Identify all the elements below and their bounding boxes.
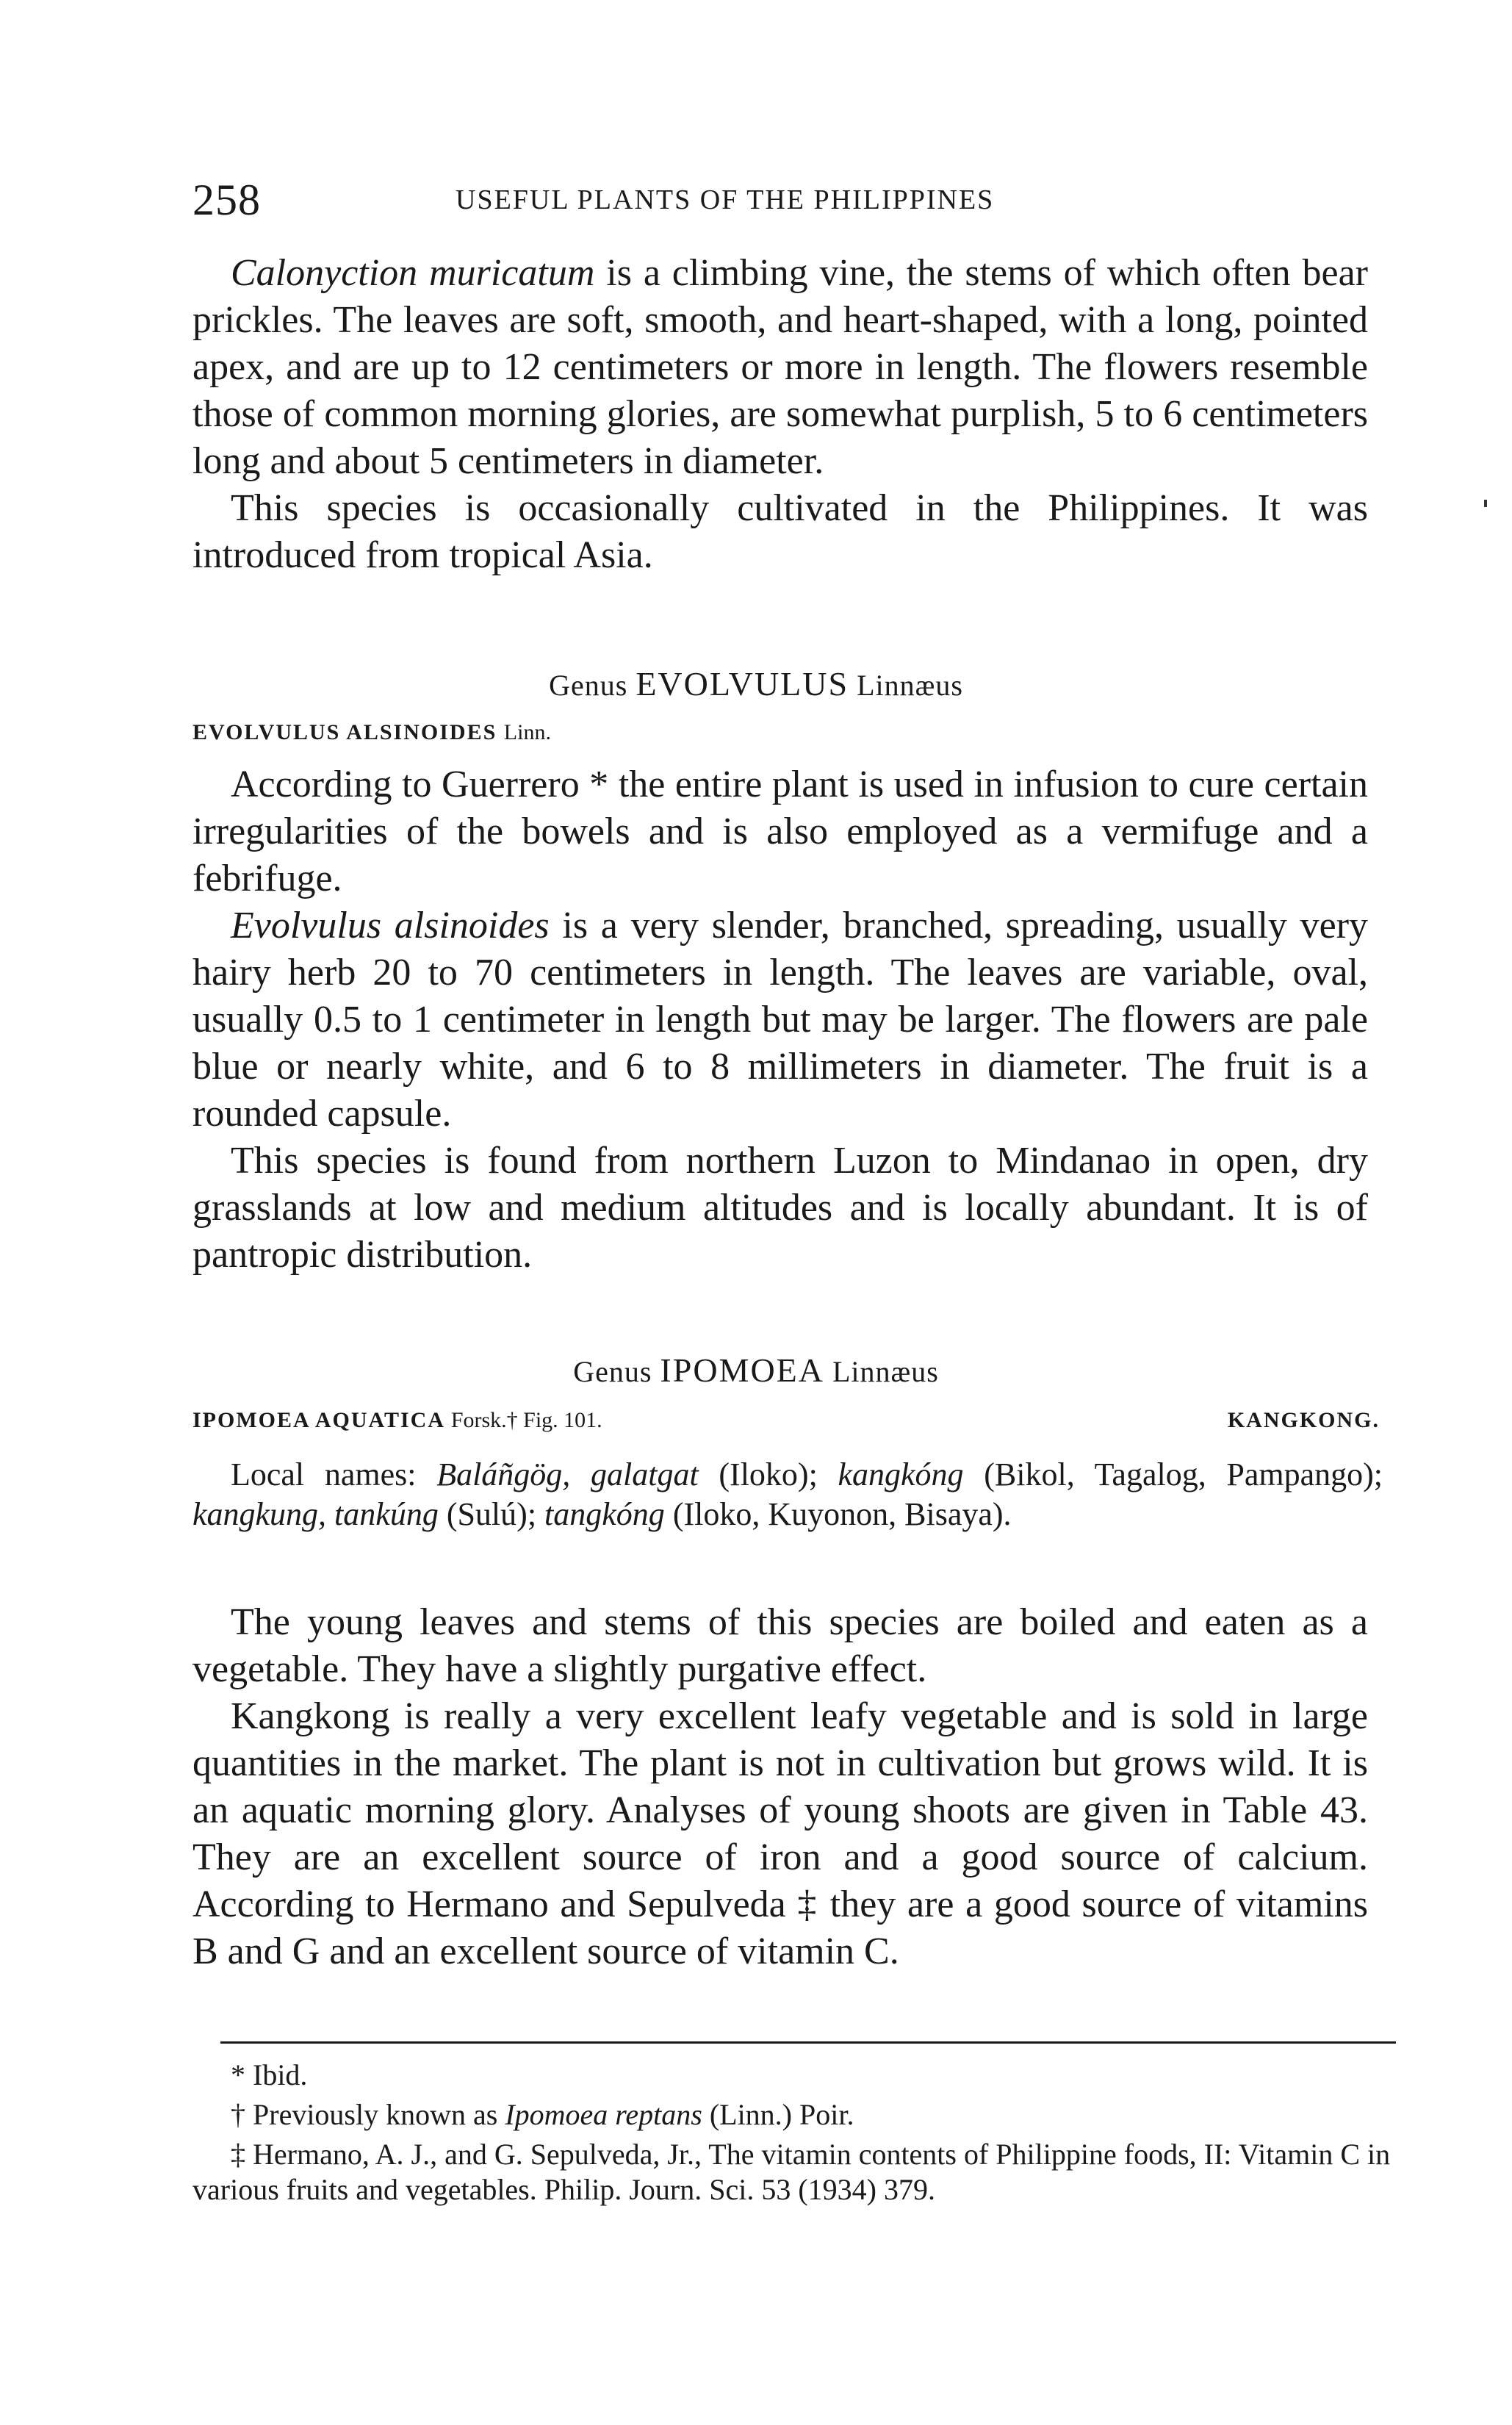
paragraph: This species is found from northern Luzon to Mindanao in open, dry grasslands at low and medium altitudes and is locally abundant. It is of pantropic distribution.	[192, 1140, 1368, 1276]
footnote: ‡ Hermano, A. J., and G. Sepulveda, Jr., The vitamin contents of Philippine foods, II: Vitamin C in various fruits and vegetables. Philip. Journ. Sci. 53 (1934) 379.	[192, 2138, 1391, 2206]
scan-mark	[1484, 500, 1487, 507]
species-name: EVOLVULUS ALSINOIDES	[192, 720, 497, 744]
page-number: 258	[192, 176, 261, 224]
paragraph	[192, 902, 1368, 1138]
section-evolvulus	[192, 761, 1368, 1279]
genus-prefix: Genus	[549, 669, 628, 702]
region: (Iloko);	[719, 1456, 818, 1492]
species-name: IPOMOEA AQUATICA	[192, 1408, 444, 1432]
species-name: Evolvulus alsinoides	[231, 905, 550, 946]
paragraph: The young leaves and stems of this species are boiled and eaten as a vegetable. They have a slightly purgative effect.	[192, 1601, 1368, 1690]
footnote: * Ibid.	[231, 2058, 308, 2091]
species-name: Calonyction muricatum	[231, 252, 595, 294]
section-ipomoea	[192, 1599, 1368, 1975]
genus-name: EVOLVULUS	[636, 665, 849, 703]
local-name: Baláñgög, galatgat	[436, 1456, 699, 1492]
local-name: kangkóng	[838, 1456, 964, 1492]
local-names	[192, 1455, 1383, 1534]
region: (Sulú);	[446, 1496, 537, 1532]
local-name: tangkóng	[544, 1496, 665, 1532]
genus-heading-ipomoea	[0, 1351, 1512, 1390]
footnote-text: (Linn.) Poir.	[709, 2098, 854, 2131]
species-author: Linn.	[503, 720, 551, 744]
footnote	[192, 2097, 1397, 2133]
local-names-label: Local names:	[231, 1456, 417, 1492]
common-name-label: KANGKONG.	[1227, 1408, 1380, 1432]
genus-prefix: Genus	[573, 1355, 652, 1388]
region: (Bikol, Tagalog, Pampango);	[984, 1456, 1383, 1492]
paragraph: Kangkong is really a very excellent leafy vegetable and is sold in large quantities in the market. The plant is not in cultivation but grows wild. It is an aquatic morning glory. Analyses of young shoots are given in Table 43. They are an excellent source of iron and a good source of calcium. According to Hermano and Sepulveda ‡ they are a good source of vitamins B and G and an excellent source of vitamin C.	[192, 1695, 1368, 1972]
genus-author: Linnæus	[857, 669, 963, 702]
species-heading-evolvulus	[192, 720, 551, 745]
footnotes	[192, 2058, 1397, 2212]
genus-author: Linnæus	[832, 1355, 939, 1388]
species-heading-ipomoea	[192, 1408, 602, 1433]
paragraph: According to Guerrero * the entire plant is used in infusion to cure certain irregularities of the bowels and is also employed as a vermifuge and a febrifuge.	[192, 764, 1368, 899]
local-name: kangkung, tankúng	[192, 1496, 439, 1532]
genus-heading-evolvulus	[0, 664, 1512, 703]
paragraph-text: is a very slender, branched, spreading, usually very hairy herb 20 to 70 centimeters in length. The leaves are variable, oval, usually 0.5 to 1 centimeter in length but may be larger. The flowers are pale blue or nearly white, and 6 to 8 millimeters in diameter. The fruit is a rounded capsule.	[192, 905, 1369, 1135]
paragraph	[192, 250, 1368, 485]
region: (Iloko, Kuyonon, Bisaya).	[672, 1496, 1012, 1532]
genus-name: IPOMOEA	[660, 1351, 824, 1389]
species-name: Ipomoea reptans	[505, 2098, 702, 2131]
paragraph-text: is a climbing vine, the stems of which often bear prickles. The leaves are soft, smooth, and heart-shaped, with a long, pointed apex, and are up to 12 centimeters or more in length. The flowers resemble those of common morning glories, are somewhat purplish, 5 to 6 centimeters long and about 5 centimeters in diameter.	[192, 252, 1368, 482]
running-title: USEFUL PLANTS OF THE PHILIPPINES	[456, 184, 995, 215]
section-calonyction	[192, 250, 1368, 579]
species-author: Forsk.† Fig. 101.	[450, 1408, 602, 1432]
footnote-text: † Previously known as	[231, 2098, 498, 2131]
paragraph: This species is occasionally cultivated in the Philippines. It was introduced from tropical Asia.	[192, 487, 1368, 576]
footnote-divider	[220, 2041, 1396, 2044]
